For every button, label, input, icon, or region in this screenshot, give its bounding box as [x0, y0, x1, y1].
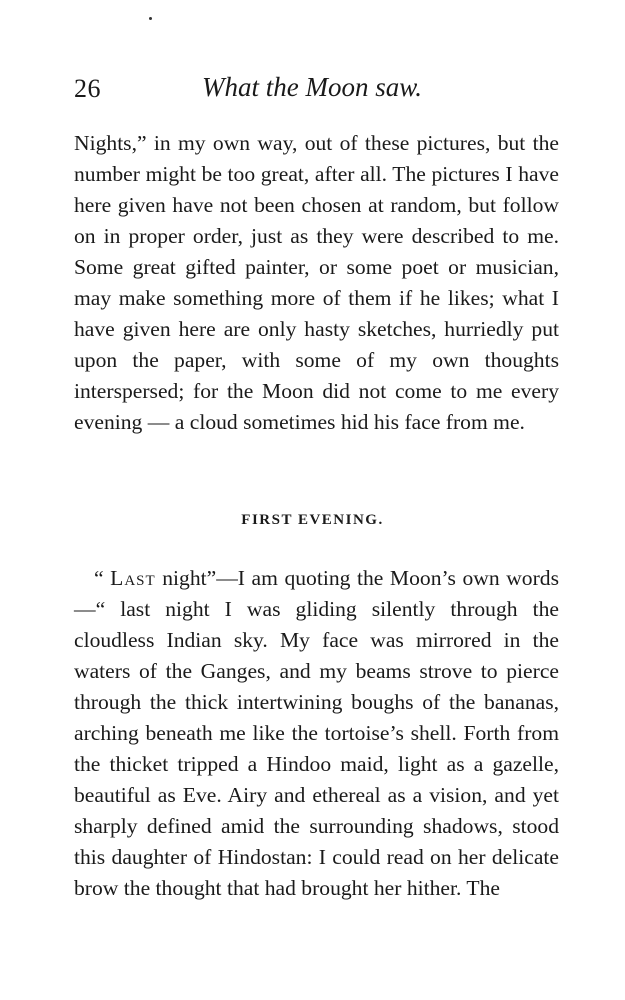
- section-heading: FIRST EVENING.: [241, 512, 384, 528]
- running-title: What the Moon saw.: [202, 72, 422, 102]
- page-number: 26: [74, 74, 101, 103]
- body-paragraph-continued: Nights,” in my own way, out of these pictures, but the number might be too great, after all. The pictures I have here given have not been chosen at random, but follow on in proper order, just as they were described to me. Some great gifted painter, or some poet or musician, may make something more of them if he likes; what I have given here are only hasty sketches, hurriedly put upon the paper, with some of my own thoughts interspersed; for the Moon did not come to me every evening — a cloud sometimes hid his face from me.: [74, 131, 559, 434]
- body-paragraph-first-evening: [74, 563, 559, 904]
- ink-speck: [149, 17, 152, 20]
- page-header: [74, 70, 564, 106]
- paragraph-text: night”—I am quoting the Moon’s own words—“ last night I was gliding silently through the cloudless Indian sky. My face was mirrored in the waters of the Ganges, and my beams strove to pierce through the thick intertwining boughs of the bananas, arching beneath me like the tortoise’s shell. Forth from the thicket tripped a Hindoo maid, light as a gazelle, beautiful as Eve. Airy and ethereal as a vision, and yet sharply defined amid the surrounding shadows, stood this daughter of Hindostan: I could read on her delicate brow the thought that had brought her hither. The: [74, 566, 559, 900]
- small-caps-word: Last: [110, 566, 156, 590]
- opening-quote: “: [94, 566, 111, 590]
